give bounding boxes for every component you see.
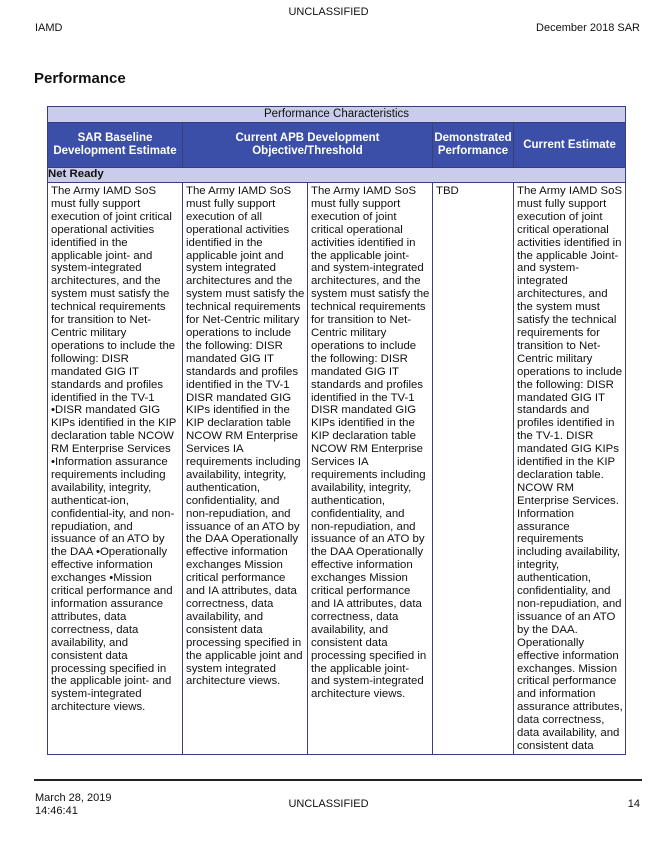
- report-name: December 2018 SAR: [536, 22, 640, 34]
- cell-text: The Army IAMD SoS must fully support execution of joint critical operational activities identified in the applicable Joint- and system-integrated architectures, and the system must satisfy the technical requirements for transition to Net-Centric military operations to include the following: DISR mandated GIG IT standards and profiles identified in the TV-1. DISR mandated GIG KIPs identified in the KIP declaration table. NCOW RM Enterprise Services. Information assurance requirements including availability, integrity, authentication, confidentiality, and non-repudiation, and issuance of an ATO by the DAA. Operationally effective information exchanges. Mission critical performance and information assurance attributes, data correctness, data availability, and consistent data: [517, 185, 626, 752]
- cell-text: The Army IAMD SoS must fully support execution of joint critical operational activities identified in the applicable joint- and system-integrated architectures, and the system must satisfy the technical requirements for transition to Net-Centric military operations to include the following: DISR mandated GIG IT standards and profiles identified in the TV-1 DISR mandated GIG KIPs identified in the KIP declaration table NCOW RM Enterprise Services IA requirements including availability, integrity, authentication, confidentiality, and non-repudiation, and issuance of an ATO by the DAA Operationally effective information exchanges Mission critical performance and IA attributes, data correctness, data availability, and consistent data processing specified in the applicable joint- and system-integrated architecture views.: [311, 185, 433, 701]
- footer-date: March 28, 2019: [35, 792, 112, 804]
- cell-demonstrated: [433, 183, 514, 755]
- group-row: [48, 168, 626, 183]
- table-row: [48, 183, 626, 755]
- cell-current-estimate: [514, 183, 626, 755]
- group-label: Net Ready: [48, 168, 626, 183]
- col-header-sar-baseline: SAR Baseline Development Estimate: [48, 123, 183, 168]
- classification-banner-top: UNCLASSIFIED: [288, 6, 369, 18]
- col-header-current-apb: Current APB Development Objective/Threshold: [183, 123, 433, 168]
- cell-apb-objective: [183, 183, 308, 755]
- col-header-demonstrated: Demonstrated Performance: [433, 123, 514, 168]
- program-name: IAMD: [35, 22, 63, 34]
- page-number: 14: [627, 798, 640, 810]
- table-caption-row: [48, 107, 626, 123]
- cell-text: TBD: [436, 185, 459, 197]
- col-header-current-estimate: Current Estimate: [514, 123, 626, 168]
- cell-apb-threshold: [308, 183, 433, 755]
- cell-text: The Army IAMD SoS must fully support execution of all operational activities identified in the applicable joint and system integrated architectures and the system must satisfy the technical requirements for Net-Centric military operations to include the following: DISR mandated GIG IT standards and profiles identified in the TV-1 DISR mandated GIG KIPs identified in the KIP declaration table NCOW RM Enterprise Services IA requirements including availability, integrity, authentication, confidentiality, and non-repudiation, and issuance of an ATO by the DAA Operationally effective information exchanges Mission critical performance and IA attributes, data correctness, data availability, and consistent data processing specified in the applicable joint and system integrated architecture views.: [186, 185, 308, 688]
- table-caption: Performance Characteristics: [48, 107, 626, 123]
- performance-table: [47, 106, 626, 755]
- cell-text: The Army IAMD SoS must fully support execution of joint critical operational activities identified in the applicable joint- and system-integrated architectures, and the system must satisfy the technical requirements for transition to Net-Centric military operations to include the following: DISR mandated GIG IT standards and profiles identified in the TV-1 •DISR mandated GIG KIPs identified in the KIP declaration table NCOW RM Enterprise Services •Information assurance requirements including availability, integrity, authenticat-ion, confidential-ity, and non-repudiation, and issuance of an ATO by the DAA •Operationally effective information exchanges •Mission critical performance and information assurance attributes, data correctness, data availability, and consistent data processing specified in the applicable joint- and system-integrated architecture views.: [51, 185, 180, 714]
- section-title: Performance: [34, 70, 126, 87]
- table-header-row: [48, 123, 626, 168]
- footer-time: 14:46:41: [35, 805, 78, 817]
- classification-banner-bottom: UNCLASSIFIED: [288, 798, 369, 810]
- cell-sar-baseline: [48, 183, 183, 755]
- footer-rule: [34, 779, 642, 781]
